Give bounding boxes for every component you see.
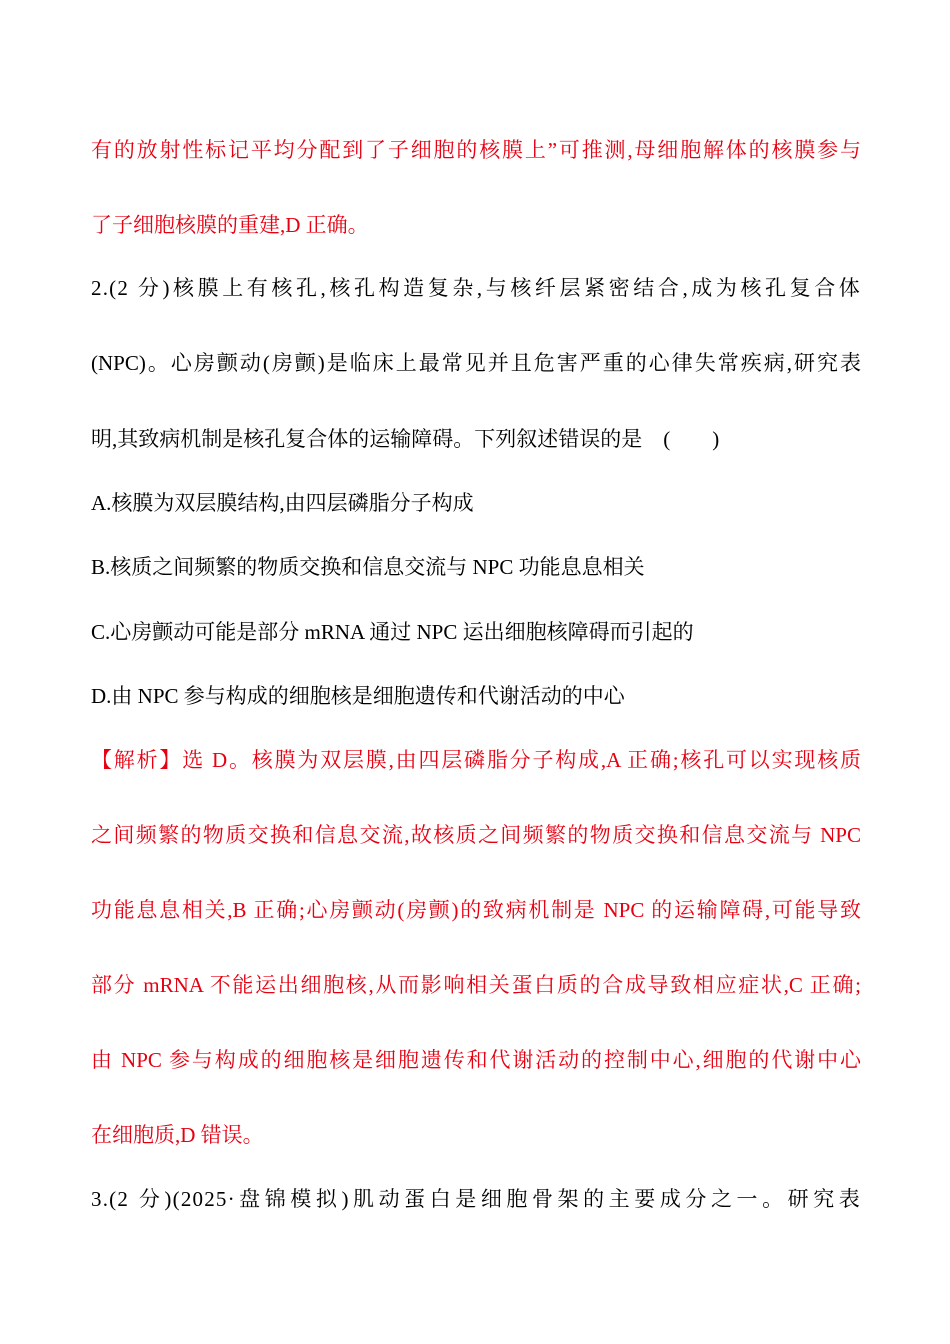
question-3-stem-line-1: 3.(2 分)(2025·盘锦模拟)肌动蛋白是细胞骨架的主要成分之一。研究表: [91, 1187, 861, 1211]
question-2-option-c: C.心房颤动可能是部分 mRNA 通过 NPC 运出细胞核障碍而引起的: [91, 620, 694, 644]
prev-analysis-line-1: 有的放射性标记平均分配到了子细胞的核膜上”可推测,母细胞解体的核膜参与: [91, 138, 861, 162]
question-2-stem-line-2: (NPC)。心房颤动(房颤)是临床上最常见并且危害严重的心律失常疾病,研究表: [91, 351, 861, 375]
question-2-analysis-line-6: 在细胞质,D 错误。: [91, 1123, 264, 1147]
question-2-stem-line-3: 明,其致病机制是核孔复合体的运输障碍。下列叙述错误的是 ( ): [91, 427, 720, 451]
question-2-option-d: D.由 NPC 参与构成的细胞核是细胞遗传和代谢活动的中心: [91, 684, 625, 708]
question-2-option-a: A.核膜为双层膜结构,由四层磷脂分子构成: [91, 491, 474, 515]
prev-analysis-line-2: 了子细胞核膜的重建,D 正确。: [91, 213, 369, 237]
question-2-analysis-line-4: 部分 mRNA 不能运出细胞核,从而影响相关蛋白质的合成导致相应症状,C 正确;: [91, 973, 861, 997]
question-2-stem-line-1: 2.(2 分)核膜上有核孔,核孔构造复杂,与核纤层紧密结合,成为核孔复合体: [91, 276, 861, 300]
question-2-analysis-line-3: 功能息息相关,B 正确;心房颤动(房颤)的致病机制是 NPC 的运输障碍,可能导致: [91, 898, 861, 922]
question-2-analysis-line-2: 之间频繁的物质交换和信息交流,故核质之间频繁的物质交换和信息交流与 NPC: [91, 823, 861, 847]
question-2-analysis-line-5: 由 NPC 参与构成的细胞核是细胞遗传和代谢活动的控制中心,细胞的代谢中心: [91, 1048, 861, 1072]
question-2-analysis-line-1: 【解析】选 D。核膜为双层膜,由四层磷脂分子构成,A 正确;核孔可以实现核质: [91, 748, 861, 772]
question-2-option-b: B.核质之间频繁的物质交换和信息交流与 NPC 功能息息相关: [91, 555, 645, 579]
